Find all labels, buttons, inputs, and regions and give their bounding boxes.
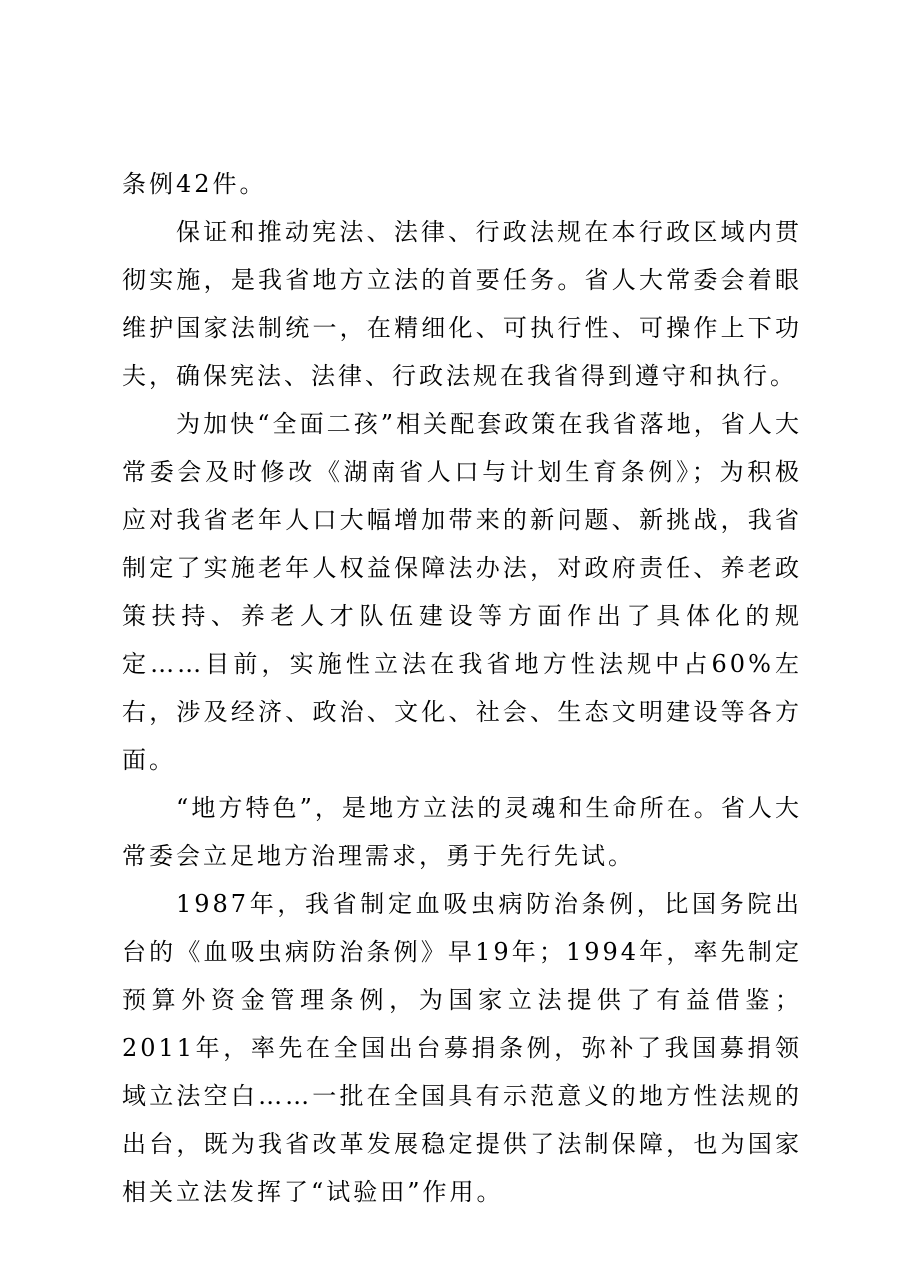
paragraph-local-characteristics: “地方特色”，是地方立法的灵魂和生命所在。省人大常委会立足地方治理需求，勇于先行先试。 (122, 794, 802, 870)
article-body (122, 160, 802, 1216)
paragraph-continuation: 条例42件。 (122, 170, 267, 198)
paragraph-constitution-implementation: 保证和推动宪法、法律、行政法规在本行政区域内贯彻实施，是我省地方立法的首要任务。省人大常委会着眼维护国家法制统一，在精细化、可执行性、可操作上下功夫，确保宪法、法律、行政法规在我省得到遵守和执行。 (122, 218, 802, 390)
paragraph-two-child-policy: 为加快“全面二孩”相关配套政策在我省落地，省人大常委会及时修改《湖南省人口与计划生育条例》；为积极应对我省老年人口大幅增加带来的新问题、新挑战，我省制定了实施老年人权益保障法办法，对政府责任、养老政策扶持、养老人才队伍建设等方面作出了具体化的规定……目前，实施性立法在我省地方性法规中占60%左右，涉及经济、政治、文化、社会、生态文明建设等各方面。 (122, 410, 802, 774)
paragraph-pioneering-legislation: 1987年，我省制定血吸虫病防治条例，比国务院出台的《血吸虫病防治条例》早19年；1994年，率先制定预算外资金管理条例，为国家立法提供了有益借鉴；2011年，率先在全国出台募捐条例，弥补了我国募捐领域立法空白……一批在全国具有示范意义的地方性法规的出台，既为我省改革发展稳定提供了法制保障，也为国家相关立法发挥了“试验田”作用。 (122, 890, 802, 1206)
